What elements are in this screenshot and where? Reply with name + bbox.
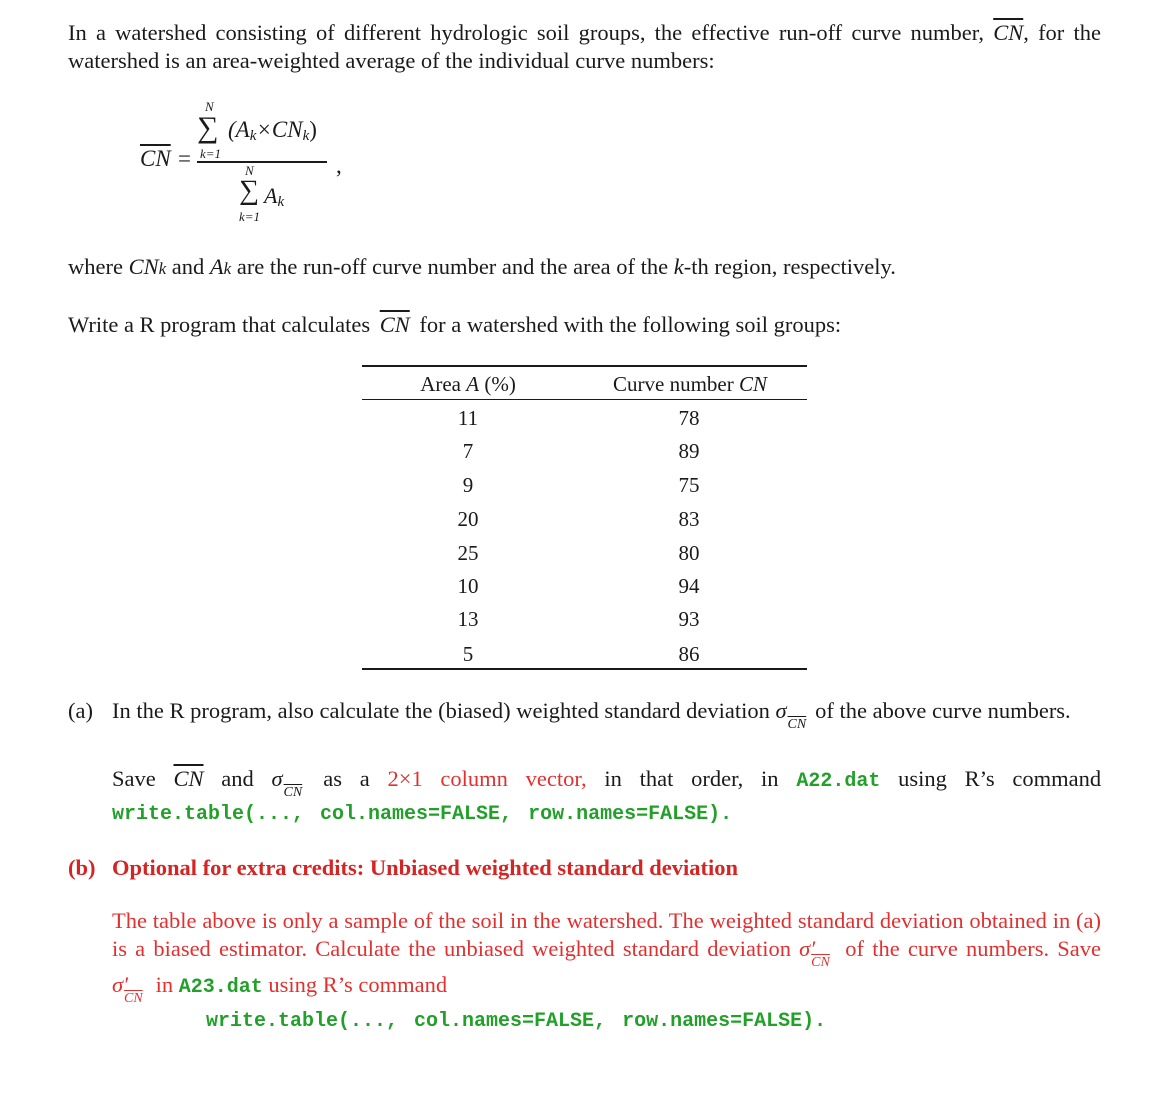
table-cell: 94 [678,574,700,598]
header-area [400,372,536,397]
num-a: (A [228,117,250,142]
part-a-text-a: In the R program, also calculate the (biased) weighted standard deviation [112,698,770,723]
part-a-line-2 [112,765,1102,800]
save-using: using R’s command [898,766,1102,791]
header-cn [595,372,785,397]
formula-lhs: $\overline{CN}$ [140,146,171,171]
task-text-b: for a watershed with the following soil groups: [419,312,842,337]
table-cell: 75 [678,473,700,497]
save-as-a: as a [323,766,370,791]
cn-bar-symbol: $\overline{CN}$ [993,20,1024,45]
task-line [68,311,841,339]
table-cell: 86 [678,642,700,666]
sigma-prime-cn [799,935,837,970]
table-cell: 13 [457,607,479,631]
save-text: Save [112,766,156,791]
table-cell: 78 [678,406,700,430]
line3-sigma-sub: $\overline{CN}$ [124,991,143,1006]
header-cn-symbol: CN [738,372,767,396]
fraction-bar [197,161,327,163]
num-sum-upper: N [205,99,214,114]
num-term [228,117,317,145]
formula-comma: , [336,153,342,178]
part-b-title: Optional for extra credits: Unbiased weighted standard deviation [112,855,739,880]
line3-sigma-glyph: σ′ [112,972,129,997]
table-cell: 20 [457,507,479,531]
file-a22: A22.dat [796,770,881,793]
den-sum-lower: k=1 [239,209,261,224]
num-sigma-symbol: ∑ [197,111,219,144]
where-line [68,253,896,283]
table-cell: 9 [462,473,474,497]
where-kth: k [673,254,684,279]
part-a-line-1 [112,697,1071,732]
table-top-rule [362,365,807,367]
den-sum-upper: N [245,163,254,178]
table-cell: 11 [457,406,479,430]
save-cn-bar: $\overline{CN}$ [173,766,204,791]
save-in-order: in that order, in [604,766,779,791]
part-a-label: (a) [68,698,93,723]
den-a-sub: k [277,194,285,210]
header-area-symbol: A [466,372,480,396]
sigma-prime-glyph: σ′ [799,936,816,961]
table-cell: 10 [457,574,479,598]
table-cell: 83 [678,507,700,531]
command-b: write.table(..., col.names=FALSE, row.names=FALSE). [206,1010,827,1033]
part-b-label: (b) [68,855,96,880]
num-cn-sub: k [302,128,310,144]
table-cell: 89 [678,439,700,463]
table-cell: 5 [462,642,474,666]
formula-equals: = [178,146,191,171]
save-vector: 2×1 column vector, [387,766,587,791]
where-cn: CN [128,254,159,279]
line3-using: using R’s command [268,972,448,997]
intro-line-2: watershed is an area-weighted average of the individual curve numbers: [68,48,715,73]
den-term [264,183,284,211]
header-area-unit: (%) [484,372,516,396]
intro-line-1 [68,19,1101,47]
part-b-text-b: of the curve numbers. Save [845,936,1102,961]
part-b-line-3 [112,971,448,1006]
where-text-a: where [68,254,123,279]
table-cell: 25 [457,541,479,565]
sigma-cn-symbol [775,697,810,732]
save-and: and [221,766,254,791]
table-cell: 80 [678,541,700,565]
part-a-text-b: of the above curve numbers. [815,698,1071,723]
den-a: A [264,183,278,208]
where-a-k: k [223,259,232,278]
part-b-line-2 [112,935,1102,970]
save-sigma-cn [271,765,306,800]
table-bottom-rule [362,668,807,670]
intro-text-b: , for the [1023,20,1101,45]
line3-in: in [155,972,174,997]
num-sum-lower: k=1 [200,146,222,161]
table-cell: 7 [462,439,474,463]
task-cn-bar: $\overline{CN}$ [379,312,410,337]
num-cn: ×CN [256,117,303,142]
den-sigma-symbol: ∑ [239,175,259,206]
sigma-prime-sub: $\overline{CN}$ [811,955,830,970]
where-and: and [171,254,205,279]
task-text-a: Write a R program that calculates [68,312,371,337]
file-a23: A23.dat [178,976,263,999]
where-cn-k: k [158,259,167,278]
line3-sigma-prime [112,971,150,1006]
num-close: ) [309,117,317,142]
where-a: A [209,254,224,279]
command-a: write.table(..., col.names=FALSE, row.names=FALSE). [112,803,733,826]
header-cn-label: Curve number [613,372,734,396]
header-area-label: Area [420,372,461,396]
intro-text-a: In a watershed consisting of different hydrologic soil groups, the effective run-off curve number, [68,20,984,45]
table-cell: 93 [678,607,700,631]
sigma-glyph: σ [775,698,787,723]
save-sigma-glyph: σ [271,766,283,791]
part-b-line-1: The table above is only a sample of the soil in the watershed. The weighted standard deviation obtained in (a) [112,908,1101,933]
save-sigma-sub: $\overline{CN}$ [283,785,303,800]
where-text-c: are the run-off curve number and the area of the [236,254,669,279]
where-text-d: -th region, respectively. [683,254,896,279]
sigma-sub: $\overline{CN}$ [787,717,807,732]
num-a-sub: k [249,128,257,144]
part-b-text-a: is a biased estimator. Calculate the unbiased weighted standard deviation [112,936,791,961]
table-header-rule [362,399,807,400]
